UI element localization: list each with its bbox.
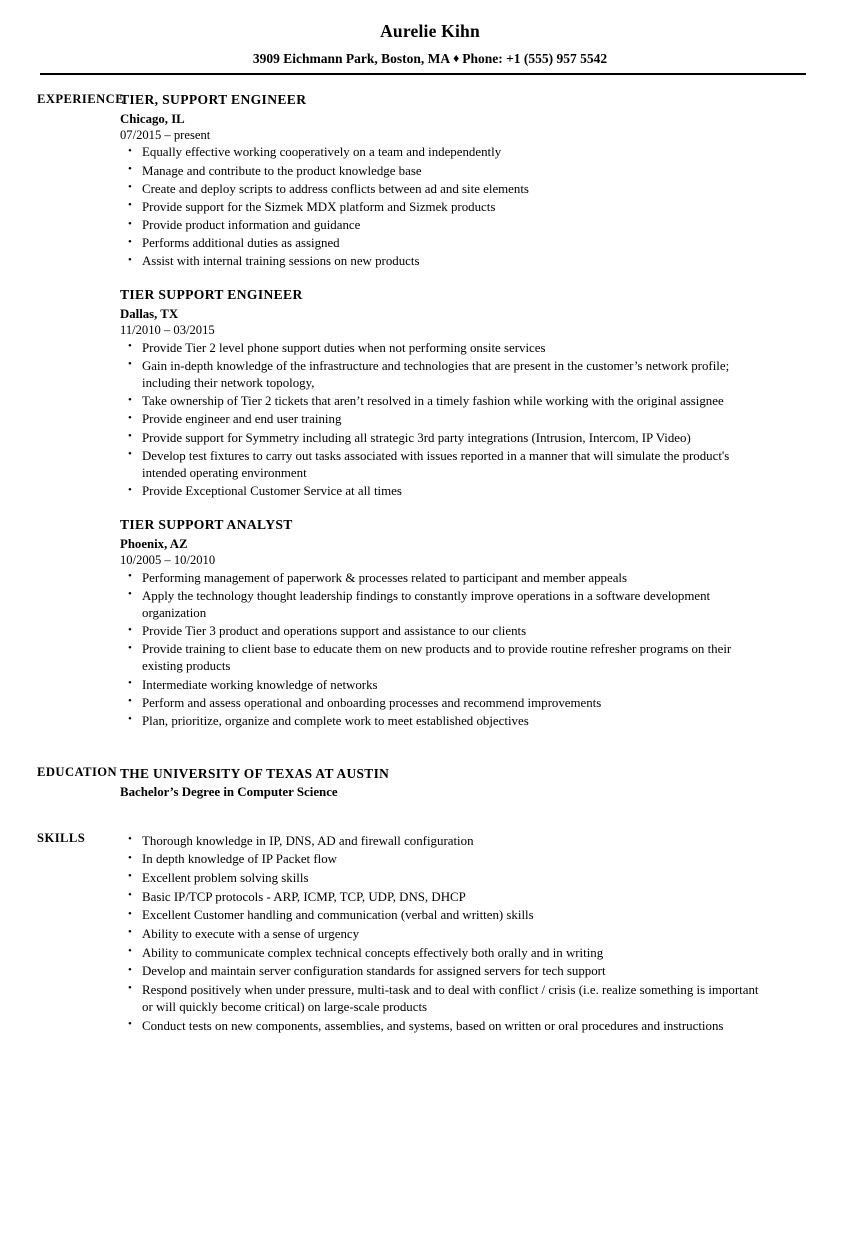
job-bullet: • Create and deploy scripts to address conflicts between ad and site elements (120, 181, 766, 198)
job-bullet: • Provide Tier 3 product and operations support and assistance to our clients (120, 623, 766, 640)
skills-entries (120, 831, 776, 1035)
job-bullet: • Gain in-depth knowledge of the infrastructure and technologies that are present in the customer’s network profile; including their network topology, (120, 358, 766, 392)
job-bullet-list (120, 570, 766, 730)
skills-section (0, 831, 860, 1035)
job-dates: 10/2005 – 10/2010 (120, 552, 216, 567)
job-dates: 07/2015 – present (120, 127, 211, 142)
job-bullet: • Provide support for the Sizmek MDX platform and Sizmek products (120, 199, 766, 216)
job-bullet-list (120, 144, 766, 270)
experience-entry (120, 92, 766, 270)
job-title: TIER SUPPORT ANALYST (120, 517, 293, 533)
job-location: Chicago, IL (120, 112, 185, 127)
job-location: Phoenix, AZ (120, 537, 188, 552)
section-label-education: EDUCATION (37, 764, 118, 779)
contact-address: 3909 Eichmann Park, Boston, MA (252, 51, 451, 67)
contact-phone: Phone: +1 (555) 957 5542 (462, 51, 608, 67)
skill-bullet: • Excellent Customer handling and communication (verbal and written) skills (120, 907, 766, 924)
job-bullet: • Plan, prioritize, organize and complete work to meet established objectives (120, 713, 766, 730)
skill-bullet: • Basic IP/TCP protocols - ARP, ICMP, TCP, UDP, DNS, DHCP (120, 889, 766, 906)
degree-name: Bachelor’s Degree in Computer Science (120, 785, 338, 800)
job-bullet: • Provide product information and guidance (120, 217, 766, 234)
skill-bullet: • Ability to communicate complex technical concepts effectively both orally and in writing (120, 945, 766, 962)
job-bullet: • Provide Exceptional Customer Service at all times (120, 483, 766, 500)
skill-bullet: • Conduct tests on new components, assemblies, and systems, based on written or oral procedures and instructions (120, 1018, 766, 1035)
school-name: THE UNIVERSITY OF TEXAS AT AUSTIN (120, 765, 390, 781)
skill-bullet: • Develop and maintain server configuration standards for assigned servers for tech support (120, 963, 766, 980)
skill-bullet: • Thorough knowledge in IP, DNS, AD and firewall configuration (120, 833, 766, 850)
section-label-skills: SKILLS (37, 831, 86, 846)
job-bullet: • Assist with internal training sessions on new products (120, 253, 766, 270)
job-bullet: • Intermediate working knowledge of networks (120, 677, 766, 694)
job-bullet: • Apply the technology thought leadership findings to constantly improve operations in a software development organization (120, 588, 766, 622)
experience-entry (120, 517, 766, 730)
job-title: TIER SUPPORT ENGINEER (120, 287, 303, 303)
job-bullet: • Take ownership of Tier 2 tickets that aren’t resolved in a timely fashion while working with the original assignee (120, 393, 766, 410)
job-bullet: • Performs additional duties as assigned (120, 235, 766, 252)
job-location: Dallas, TX (120, 307, 179, 322)
job-bullet-list (120, 340, 766, 500)
job-bullet: • Manage and contribute to the product knowledge base (120, 163, 766, 180)
diamond-separator-icon: ♦ (453, 51, 460, 66)
job-title: TIER, SUPPORT ENGINEER (120, 92, 307, 108)
job-bullet: • Provide engineer and end user training (120, 411, 766, 428)
skill-bullet: • Ability to execute with a sense of urgency (120, 926, 766, 943)
experience-entry (120, 287, 766, 500)
resume-header (0, 0, 860, 75)
job-bullet: • Provide support for Symmetry including all strategic 3rd party integrations (Intrusion, Intercom, IP Video) (120, 430, 766, 447)
skill-bullet: • In depth knowledge of IP Packet flow (120, 851, 766, 868)
job-bullet: • Equally effective working cooperatively on a team and independently (120, 144, 766, 161)
job-bullet: • Develop test fixtures to carry out tasks associated with issues reported in a manner that will simulate the product's intended operating environment (120, 448, 766, 482)
education-section (0, 765, 860, 801)
job-dates: 11/2010 – 03/2015 (120, 323, 215, 338)
experience-section (0, 92, 860, 730)
candidate-name: Aurelie Kihn (380, 21, 480, 41)
experience-entries (120, 92, 776, 730)
contact-line (0, 51, 860, 67)
education-entry (120, 765, 766, 801)
section-label-experience: EXPERIENCE (37, 92, 125, 107)
header-divider (40, 73, 806, 75)
skills-bullet-list (120, 833, 766, 1035)
job-bullet: • Provide Tier 2 level phone support duties when not performing onsite services (120, 340, 766, 357)
job-bullet: • Perform and assess operational and onboarding processes and recommend improvements (120, 695, 766, 712)
job-bullet: • Provide training to client base to educate them on new products and to provide routine refresher programs on their existing products (120, 641, 766, 675)
skill-bullet: • Excellent problem solving skills (120, 870, 766, 887)
education-entries (120, 765, 776, 801)
job-bullet: • Performing management of paperwork & processes related to participant and member appeals (120, 570, 766, 587)
skill-bullet: • Respond positively when under pressure, multi-task and to deal with conflict / crisis (i.e. realize something is important or will quickly become critical) on large-scale products (120, 982, 766, 1016)
